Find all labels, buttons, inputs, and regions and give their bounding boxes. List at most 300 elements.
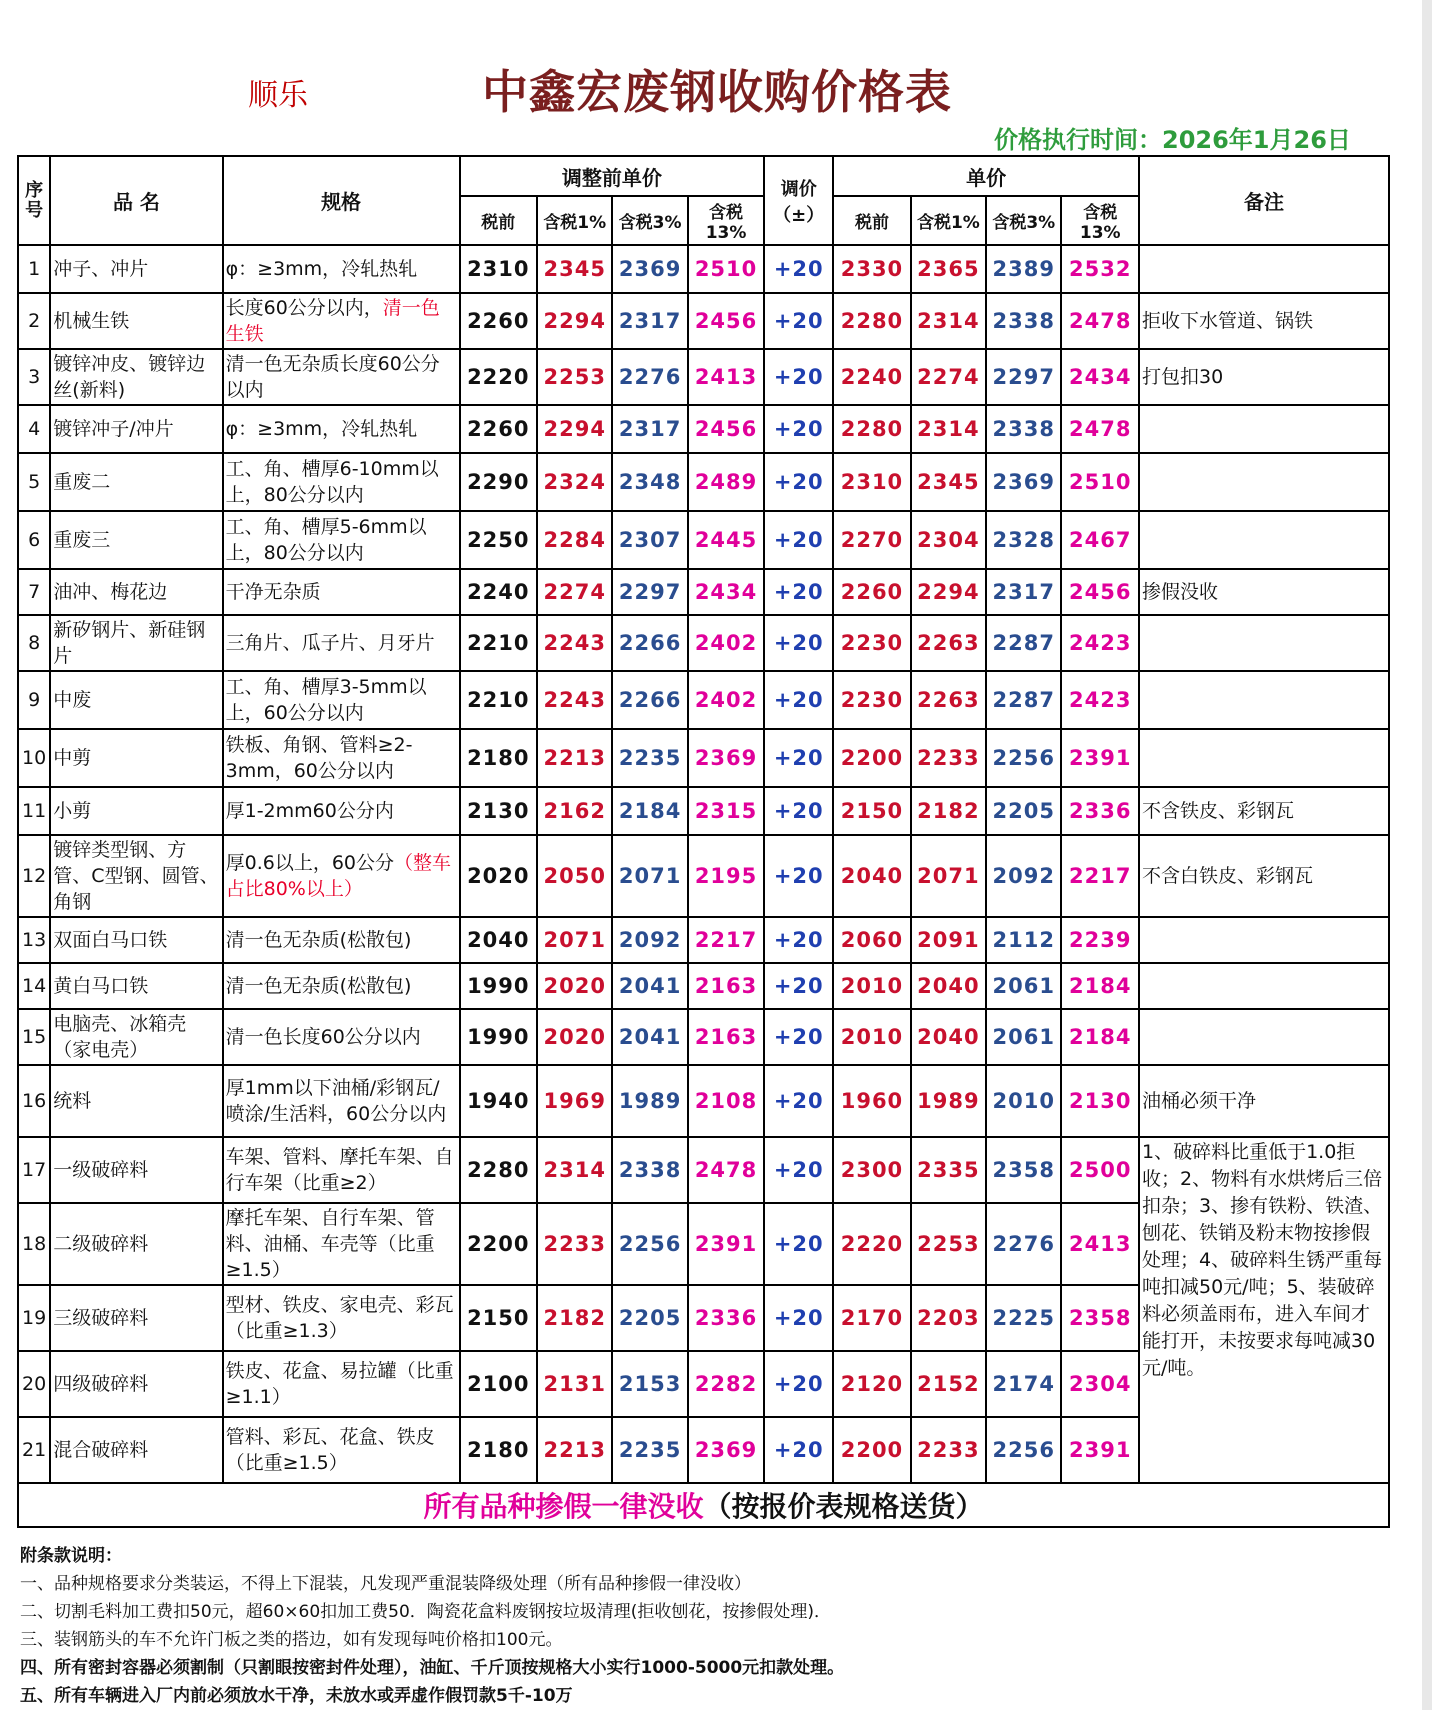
price-before-tax13: 2510 <box>688 245 764 293</box>
price-adjust: +20 <box>764 405 833 453</box>
price-after-tax1: 2304 <box>911 511 986 569</box>
row-index: 9 <box>18 671 50 729</box>
item-spec <box>223 511 460 569</box>
price-before-pretax: 2130 <box>460 787 538 835</box>
price-after-tax3: 2297 <box>986 349 1061 405</box>
table-row <box>18 1065 1389 1137</box>
price-before-tax13: 2315 <box>688 787 764 835</box>
header-adjust: 调价（±） <box>764 156 833 245</box>
item-note: 掺假没收 <box>1139 569 1389 615</box>
item-spec <box>223 569 460 615</box>
item-note <box>1139 729 1389 787</box>
spec-text: φ：≥3mm，冷轧热轧 <box>225 258 418 280</box>
price-adjust: +20 <box>764 615 833 671</box>
price-after-pretax: 2310 <box>833 453 911 511</box>
price-adjust: +20 <box>764 349 833 405</box>
price-after-tax3: 2112 <box>986 917 1061 963</box>
price-after-pretax: 2010 <box>833 963 911 1009</box>
row-index: 6 <box>18 511 50 569</box>
price-before-pretax: 1940 <box>460 1065 538 1137</box>
item-name: 二级破碎料 <box>50 1203 222 1285</box>
price-before-tax13: 2195 <box>688 835 764 917</box>
price-before-tax1: 2233 <box>537 1203 612 1285</box>
price-after-tax1: 2335 <box>911 1137 986 1203</box>
item-name: 统料 <box>50 1065 222 1137</box>
row-index: 1 <box>18 245 50 293</box>
price-before-tax3: 2348 <box>612 453 687 511</box>
item-spec <box>223 1009 460 1065</box>
price-after-tax1: 2253 <box>911 1203 986 1285</box>
footer-black: （按报价表规格送货） <box>703 1490 984 1523</box>
price-before-pretax: 2200 <box>460 1203 538 1285</box>
item-spec <box>223 453 460 511</box>
price-before-tax3: 2153 <box>612 1351 687 1417</box>
price-adjust: +20 <box>764 671 833 729</box>
price-after-tax1: 2152 <box>911 1351 986 1417</box>
price-after-pretax: 2330 <box>833 245 911 293</box>
item-note <box>1139 671 1389 729</box>
spec-text: 清一色无杂质(松散包) <box>225 975 412 997</box>
table-row <box>18 349 1389 405</box>
price-before-tax13: 2456 <box>688 405 764 453</box>
price-after-pretax: 2040 <box>833 835 911 917</box>
item-name: 黄白马口铁 <box>50 963 222 1009</box>
table-row <box>18 1137 1389 1203</box>
row-index: 3 <box>18 349 50 405</box>
price-adjust: +20 <box>764 569 833 615</box>
table-row <box>18 405 1389 453</box>
item-note: 打包扣30 <box>1139 349 1389 405</box>
row-index: 10 <box>18 729 50 787</box>
price-before-tax3: 2317 <box>612 405 687 453</box>
table-row <box>18 729 1389 787</box>
row-index: 18 <box>18 1203 50 1285</box>
item-note: 不含白铁皮、彩钢瓦 <box>1139 835 1389 917</box>
item-spec <box>223 615 460 671</box>
price-after-tax3: 2174 <box>986 1351 1061 1417</box>
price-before-tax1: 1969 <box>537 1065 612 1137</box>
price-before-tax3: 2205 <box>612 1285 687 1351</box>
appendix-line-4: 四、所有密封容器必须割制（只割眼按密封件处理），油缸、千斤顶按规格大小实行1000-5000元扣款处理。 <box>20 1658 845 1678</box>
price-after-tax1: 2071 <box>911 835 986 917</box>
price-after-tax3: 2061 <box>986 963 1061 1009</box>
item-spec <box>223 917 460 963</box>
item-name: 镀锌冲子/冲片 <box>50 405 222 453</box>
item-note <box>1139 615 1389 671</box>
spec-text: 清一色无杂质长度60公分以内 <box>225 353 440 401</box>
header-after-pretax: 税前 <box>833 196 911 245</box>
price-adjust: +20 <box>764 1065 833 1137</box>
price-after-pretax: 2260 <box>833 569 911 615</box>
price-before-tax3: 2276 <box>612 349 687 405</box>
price-after-tax13: 2467 <box>1061 511 1139 569</box>
item-spec <box>223 1137 460 1203</box>
price-before-tax13: 2478 <box>688 1137 764 1203</box>
right-edge-strip <box>1422 0 1432 1710</box>
price-before-tax3: 2041 <box>612 963 687 1009</box>
price-after-tax3: 2225 <box>986 1285 1061 1351</box>
price-before-pretax: 1990 <box>460 963 538 1009</box>
header-name: 品 名 <box>50 156 222 245</box>
row-index: 16 <box>18 1065 50 1137</box>
price-before-tax3: 2297 <box>612 569 687 615</box>
spec-text: 工、角、槽厚6-10mm以上，80公分以内 <box>225 458 439 506</box>
item-name: 冲子、冲片 <box>50 245 222 293</box>
item-note <box>1139 245 1389 293</box>
header-before-tax13: 含税13% <box>688 196 764 245</box>
item-name: 镀锌冲皮、镀锌边丝(新料) <box>50 349 222 405</box>
price-after-pretax: 2200 <box>833 729 911 787</box>
header-before-tax3: 含税3% <box>612 196 687 245</box>
item-note <box>1139 963 1389 1009</box>
price-adjust: +20 <box>764 963 833 1009</box>
appendix-line-1: 一、品种规格要求分类装运，不得上下混装，凡发现严重混装降级处理（所有品种掺假一律没收） <box>20 1574 751 1594</box>
appendix-line-5: 五、所有车辆进入厂内前必须放水干净，未放水或弄虚作假罚款5千-10万 <box>20 1686 573 1706</box>
spec-text: 清一色长度60公分以内 <box>225 1026 421 1048</box>
item-note: 拒收下水管道、锅铁 <box>1139 293 1389 349</box>
price-after-pretax: 2270 <box>833 511 911 569</box>
execution-date: 价格执行时间：2026年1月26日 <box>994 126 1351 154</box>
price-after-tax1: 2274 <box>911 349 986 405</box>
price-after-tax1: 2365 <box>911 245 986 293</box>
price-after-tax3: 2389 <box>986 245 1061 293</box>
price-after-pretax: 2150 <box>833 787 911 835</box>
price-after-tax1: 2040 <box>911 963 986 1009</box>
item-spec <box>223 835 460 917</box>
price-before-tax13: 2163 <box>688 1009 764 1065</box>
price-before-pretax: 2020 <box>460 835 538 917</box>
price-after-tax13: 2239 <box>1061 917 1139 963</box>
header-before-group: 调整前单价 <box>460 156 765 196</box>
item-spec <box>223 787 460 835</box>
row-index: 12 <box>18 835 50 917</box>
price-adjust: +20 <box>764 1285 833 1351</box>
header-unit-group: 单价 <box>833 156 1139 196</box>
item-note <box>1139 453 1389 511</box>
row-index: 8 <box>18 615 50 671</box>
price-before-tax1: 2131 <box>537 1351 612 1417</box>
table-row <box>18 569 1389 615</box>
price-before-tax1: 2294 <box>537 405 612 453</box>
price-after-pretax: 2240 <box>833 349 911 405</box>
table-row <box>18 787 1389 835</box>
spec-text: 工、角、槽厚3-5mm以上，60公分以内 <box>225 676 427 724</box>
spec-text: 长度60公分以内， <box>225 297 383 319</box>
row-index: 19 <box>18 1285 50 1351</box>
price-after-tax3: 2358 <box>986 1137 1061 1203</box>
table-row <box>18 511 1389 569</box>
price-adjust: +20 <box>764 917 833 963</box>
price-before-tax1: 2294 <box>537 293 612 349</box>
spec-text: 厚1mm以下油桶/彩钢瓦/喷涂/生活料，60公分以内 <box>225 1077 447 1125</box>
crush-material-note: 1、破碎料比重低于1.0拒收；2、物料有水烘烤后三倍扣杂；3、掺有铁粉、铁渣、刨花、铁销及粉末物按掺假处理；4、破碎料生锈严重每吨扣减50元/吨；5、装破碎料必须盖雨布，进入车间才能打开，未按要求每吨减30元/吨。 <box>1139 1137 1389 1483</box>
appendix-line-3: 三、装钢筋头的车不允许门板之类的搭边，如有发现每吨价格扣100元。 <box>20 1630 563 1650</box>
price-before-tax13: 2336 <box>688 1285 764 1351</box>
row-index: 5 <box>18 453 50 511</box>
price-before-tax1: 2324 <box>537 453 612 511</box>
price-adjust: +20 <box>764 245 833 293</box>
item-spec <box>223 1203 460 1285</box>
price-before-tax13: 2434 <box>688 569 764 615</box>
price-after-tax13: 2456 <box>1061 569 1139 615</box>
item-spec <box>223 729 460 787</box>
item-note: 不含铁皮、彩钢瓦 <box>1139 787 1389 835</box>
table-row <box>18 293 1389 349</box>
header-index: 序号 <box>18 156 50 245</box>
spec-text: 清一色无杂质(松散包) <box>225 929 412 951</box>
price-after-tax1: 2233 <box>911 729 986 787</box>
item-name: 三级破碎料 <box>50 1285 222 1351</box>
price-adjust: +20 <box>764 1009 833 1065</box>
row-index: 2 <box>18 293 50 349</box>
row-index: 7 <box>18 569 50 615</box>
price-before-tax3: 2235 <box>612 729 687 787</box>
price-before-pretax: 2290 <box>460 453 538 511</box>
item-name: 双面白马口铁 <box>50 917 222 963</box>
spec-text: φ：≥3mm，冷轧热轧 <box>225 418 418 440</box>
price-before-pretax: 1990 <box>460 1009 538 1065</box>
price-before-pretax: 2260 <box>460 293 538 349</box>
item-name: 小剪 <box>50 787 222 835</box>
price-before-pretax: 2210 <box>460 671 538 729</box>
price-adjust: +20 <box>764 511 833 569</box>
item-name: 四级破碎料 <box>50 1351 222 1417</box>
price-after-tax13: 2304 <box>1061 1351 1139 1417</box>
spec-text: 型材、铁皮、家电壳、彩瓦（比重≥1.3） <box>225 1294 454 1342</box>
row-index: 14 <box>18 963 50 1009</box>
price-table <box>17 155 1390 1528</box>
price-before-tax13: 2217 <box>688 917 764 963</box>
price-before-pretax: 2180 <box>460 1417 538 1483</box>
price-after-tax1: 2040 <box>911 1009 986 1065</box>
price-before-tax3: 2041 <box>612 1009 687 1065</box>
price-after-tax13: 2391 <box>1061 1417 1139 1483</box>
item-spec <box>223 405 460 453</box>
price-after-tax3: 2061 <box>986 1009 1061 1065</box>
price-before-tax1: 2213 <box>537 1417 612 1483</box>
spec-text: 厚1-2mm60公分内 <box>225 800 394 822</box>
price-after-tax13: 2478 <box>1061 405 1139 453</box>
table-row <box>18 835 1389 917</box>
price-before-tax3: 1989 <box>612 1065 687 1137</box>
price-before-tax3: 2235 <box>612 1417 687 1483</box>
item-spec <box>223 293 460 349</box>
price-before-pretax: 2180 <box>460 729 538 787</box>
price-before-pretax: 2220 <box>460 349 538 405</box>
header-after-tax3: 含税3% <box>986 196 1061 245</box>
item-name: 中废 <box>50 671 222 729</box>
table-row <box>18 1009 1389 1065</box>
footer-note <box>18 1483 1389 1527</box>
item-name: 重废二 <box>50 453 222 511</box>
price-before-tax13: 2369 <box>688 729 764 787</box>
price-before-tax1: 2314 <box>537 1137 612 1203</box>
price-after-tax13: 2413 <box>1061 1203 1139 1285</box>
price-before-pretax: 2260 <box>460 405 538 453</box>
footer-magenta: 所有品种掺假一律没收 <box>423 1490 704 1523</box>
price-before-tax1: 2253 <box>537 349 612 405</box>
price-after-tax13: 2184 <box>1061 1009 1139 1065</box>
price-before-tax1: 2345 <box>537 245 612 293</box>
spec-text: 铁皮、花盒、易拉罐（比重≥1.1） <box>225 1360 454 1408</box>
row-index: 4 <box>18 405 50 453</box>
item-spec <box>223 1285 460 1351</box>
spec-text: 三角片、瓜子片、月牙片 <box>225 632 435 654</box>
price-after-tax13: 2500 <box>1061 1137 1139 1203</box>
price-before-tax13: 2391 <box>688 1203 764 1285</box>
price-before-tax1: 2284 <box>537 511 612 569</box>
item-note <box>1139 511 1389 569</box>
item-note <box>1139 405 1389 453</box>
header-after-tax13: 含税13% <box>1061 196 1139 245</box>
price-after-pretax: 2220 <box>833 1203 911 1285</box>
price-after-tax13: 2423 <box>1061 615 1139 671</box>
item-name: 电脑壳、冰箱壳（家电壳） <box>50 1009 222 1065</box>
price-after-tax1: 2233 <box>911 1417 986 1483</box>
price-adjust: +20 <box>764 293 833 349</box>
price-after-pretax: 2010 <box>833 1009 911 1065</box>
price-adjust: +20 <box>764 729 833 787</box>
spec-text: 车架、管料、摩托车架、自行车架（比重≥2） <box>225 1146 454 1194</box>
price-before-pretax: 2210 <box>460 615 538 671</box>
price-after-tax3: 2287 <box>986 671 1061 729</box>
price-before-tax1: 2243 <box>537 671 612 729</box>
price-after-tax3: 2276 <box>986 1203 1061 1285</box>
price-adjust: +20 <box>764 1417 833 1483</box>
appendix <box>20 1542 1400 1710</box>
price-after-tax1: 2314 <box>911 293 986 349</box>
price-before-tax3: 2071 <box>612 835 687 917</box>
item-name: 机械生铁 <box>50 293 222 349</box>
price-after-tax3: 2010 <box>986 1065 1061 1137</box>
price-rows <box>18 245 1389 1483</box>
price-after-pretax: 2280 <box>833 405 911 453</box>
price-before-tax3: 2092 <box>612 917 687 963</box>
price-before-pretax: 2240 <box>460 569 538 615</box>
row-index: 11 <box>18 787 50 835</box>
table-row <box>18 615 1389 671</box>
price-before-tax1: 2050 <box>537 835 612 917</box>
spec-text: 工、角、槽厚5-6mm以上，80公分以内 <box>225 516 427 564</box>
header-spec: 规格 <box>223 156 460 245</box>
row-index: 20 <box>18 1351 50 1417</box>
price-before-pretax: 2040 <box>460 917 538 963</box>
price-adjust: +20 <box>764 1203 833 1285</box>
price-adjust: +20 <box>764 787 833 835</box>
price-before-tax13: 2402 <box>688 671 764 729</box>
header-after-tax1: 含税1% <box>911 196 986 245</box>
price-before-tax1: 2020 <box>537 1009 612 1065</box>
price-after-pretax: 2060 <box>833 917 911 963</box>
price-before-tax13: 2108 <box>688 1065 764 1137</box>
price-before-tax13: 2163 <box>688 963 764 1009</box>
price-before-tax1: 2020 <box>537 963 612 1009</box>
price-after-tax13: 2423 <box>1061 671 1139 729</box>
price-after-tax1: 2314 <box>911 405 986 453</box>
price-after-pretax: 2300 <box>833 1137 911 1203</box>
price-after-tax3: 2256 <box>986 729 1061 787</box>
price-after-tax13: 2510 <box>1061 453 1139 511</box>
price-adjust: +20 <box>764 1137 833 1203</box>
item-spec <box>223 671 460 729</box>
price-after-tax13: 2130 <box>1061 1065 1139 1137</box>
item-name: 新矽钢片、新硅钢片 <box>50 615 222 671</box>
item-name: 中剪 <box>50 729 222 787</box>
price-before-tax1: 2162 <box>537 787 612 835</box>
row-index: 21 <box>18 1417 50 1483</box>
price-after-tax13: 2532 <box>1061 245 1139 293</box>
table-row <box>18 963 1389 1009</box>
table-row <box>18 245 1389 293</box>
price-before-tax1: 2071 <box>537 917 612 963</box>
item-spec <box>223 1417 460 1483</box>
price-before-pretax: 2150 <box>460 1285 538 1351</box>
price-after-tax1: 2263 <box>911 671 986 729</box>
header-before-pretax: 税前 <box>460 196 538 245</box>
price-before-tax3: 2369 <box>612 245 687 293</box>
price-before-tax13: 2445 <box>688 511 764 569</box>
price-after-pretax: 2280 <box>833 293 911 349</box>
item-spec <box>223 1351 460 1417</box>
spec-text: 摩托车架、自行车架、管料、油桶、车壳等（比重≥1.5） <box>225 1207 435 1281</box>
price-after-tax13: 2478 <box>1061 293 1139 349</box>
price-before-tax3: 2266 <box>612 615 687 671</box>
price-before-tax3: 2256 <box>612 1203 687 1285</box>
price-before-tax3: 2307 <box>612 511 687 569</box>
item-spec <box>223 963 460 1009</box>
price-before-pretax: 2280 <box>460 1137 538 1203</box>
spec-highlight: （整车占比80%以上） <box>225 852 452 900</box>
price-before-pretax: 2310 <box>460 245 538 293</box>
row-index: 13 <box>18 917 50 963</box>
item-name: 一级破碎料 <box>50 1137 222 1203</box>
item-note: 油桶必须干净 <box>1139 1065 1389 1137</box>
price-after-tax13: 2391 <box>1061 729 1139 787</box>
price-before-tax13: 2402 <box>688 615 764 671</box>
price-before-pretax: 2250 <box>460 511 538 569</box>
page-title: 中鑫宏废钢收购价格表 <box>482 65 952 119</box>
price-after-tax3: 2256 <box>986 1417 1061 1483</box>
price-after-tax3: 2287 <box>986 615 1061 671</box>
price-before-tax1: 2213 <box>537 729 612 787</box>
price-after-tax1: 2345 <box>911 453 986 511</box>
price-after-pretax: 2230 <box>833 671 911 729</box>
item-name: 重废三 <box>50 511 222 569</box>
price-after-tax3: 2369 <box>986 453 1061 511</box>
price-before-tax3: 2266 <box>612 671 687 729</box>
item-spec <box>223 1065 460 1137</box>
price-after-tax13: 2434 <box>1061 349 1139 405</box>
header-note: 备注 <box>1139 156 1389 245</box>
price-adjust: +20 <box>764 453 833 511</box>
price-before-tax13: 2456 <box>688 293 764 349</box>
item-name: 镀锌类型钢、方管、C型钢、圆管、角钢 <box>50 835 222 917</box>
price-before-tax13: 2369 <box>688 1417 764 1483</box>
spec-text: 干净无杂质 <box>225 581 321 603</box>
price-after-pretax: 2200 <box>833 1417 911 1483</box>
header-before-tax1: 含税1% <box>537 196 612 245</box>
item-note <box>1139 1009 1389 1065</box>
brand-name: 顺乐 <box>248 78 308 113</box>
price-after-tax1: 2294 <box>911 569 986 615</box>
price-after-tax1: 2203 <box>911 1285 986 1351</box>
appendix-title: 附条款说明： <box>20 1546 122 1566</box>
price-before-tax13: 2282 <box>688 1351 764 1417</box>
item-name: 油冲、梅花边 <box>50 569 222 615</box>
price-after-tax13: 2184 <box>1061 963 1139 1009</box>
price-before-tax3: 2317 <box>612 293 687 349</box>
price-before-tax1: 2243 <box>537 615 612 671</box>
